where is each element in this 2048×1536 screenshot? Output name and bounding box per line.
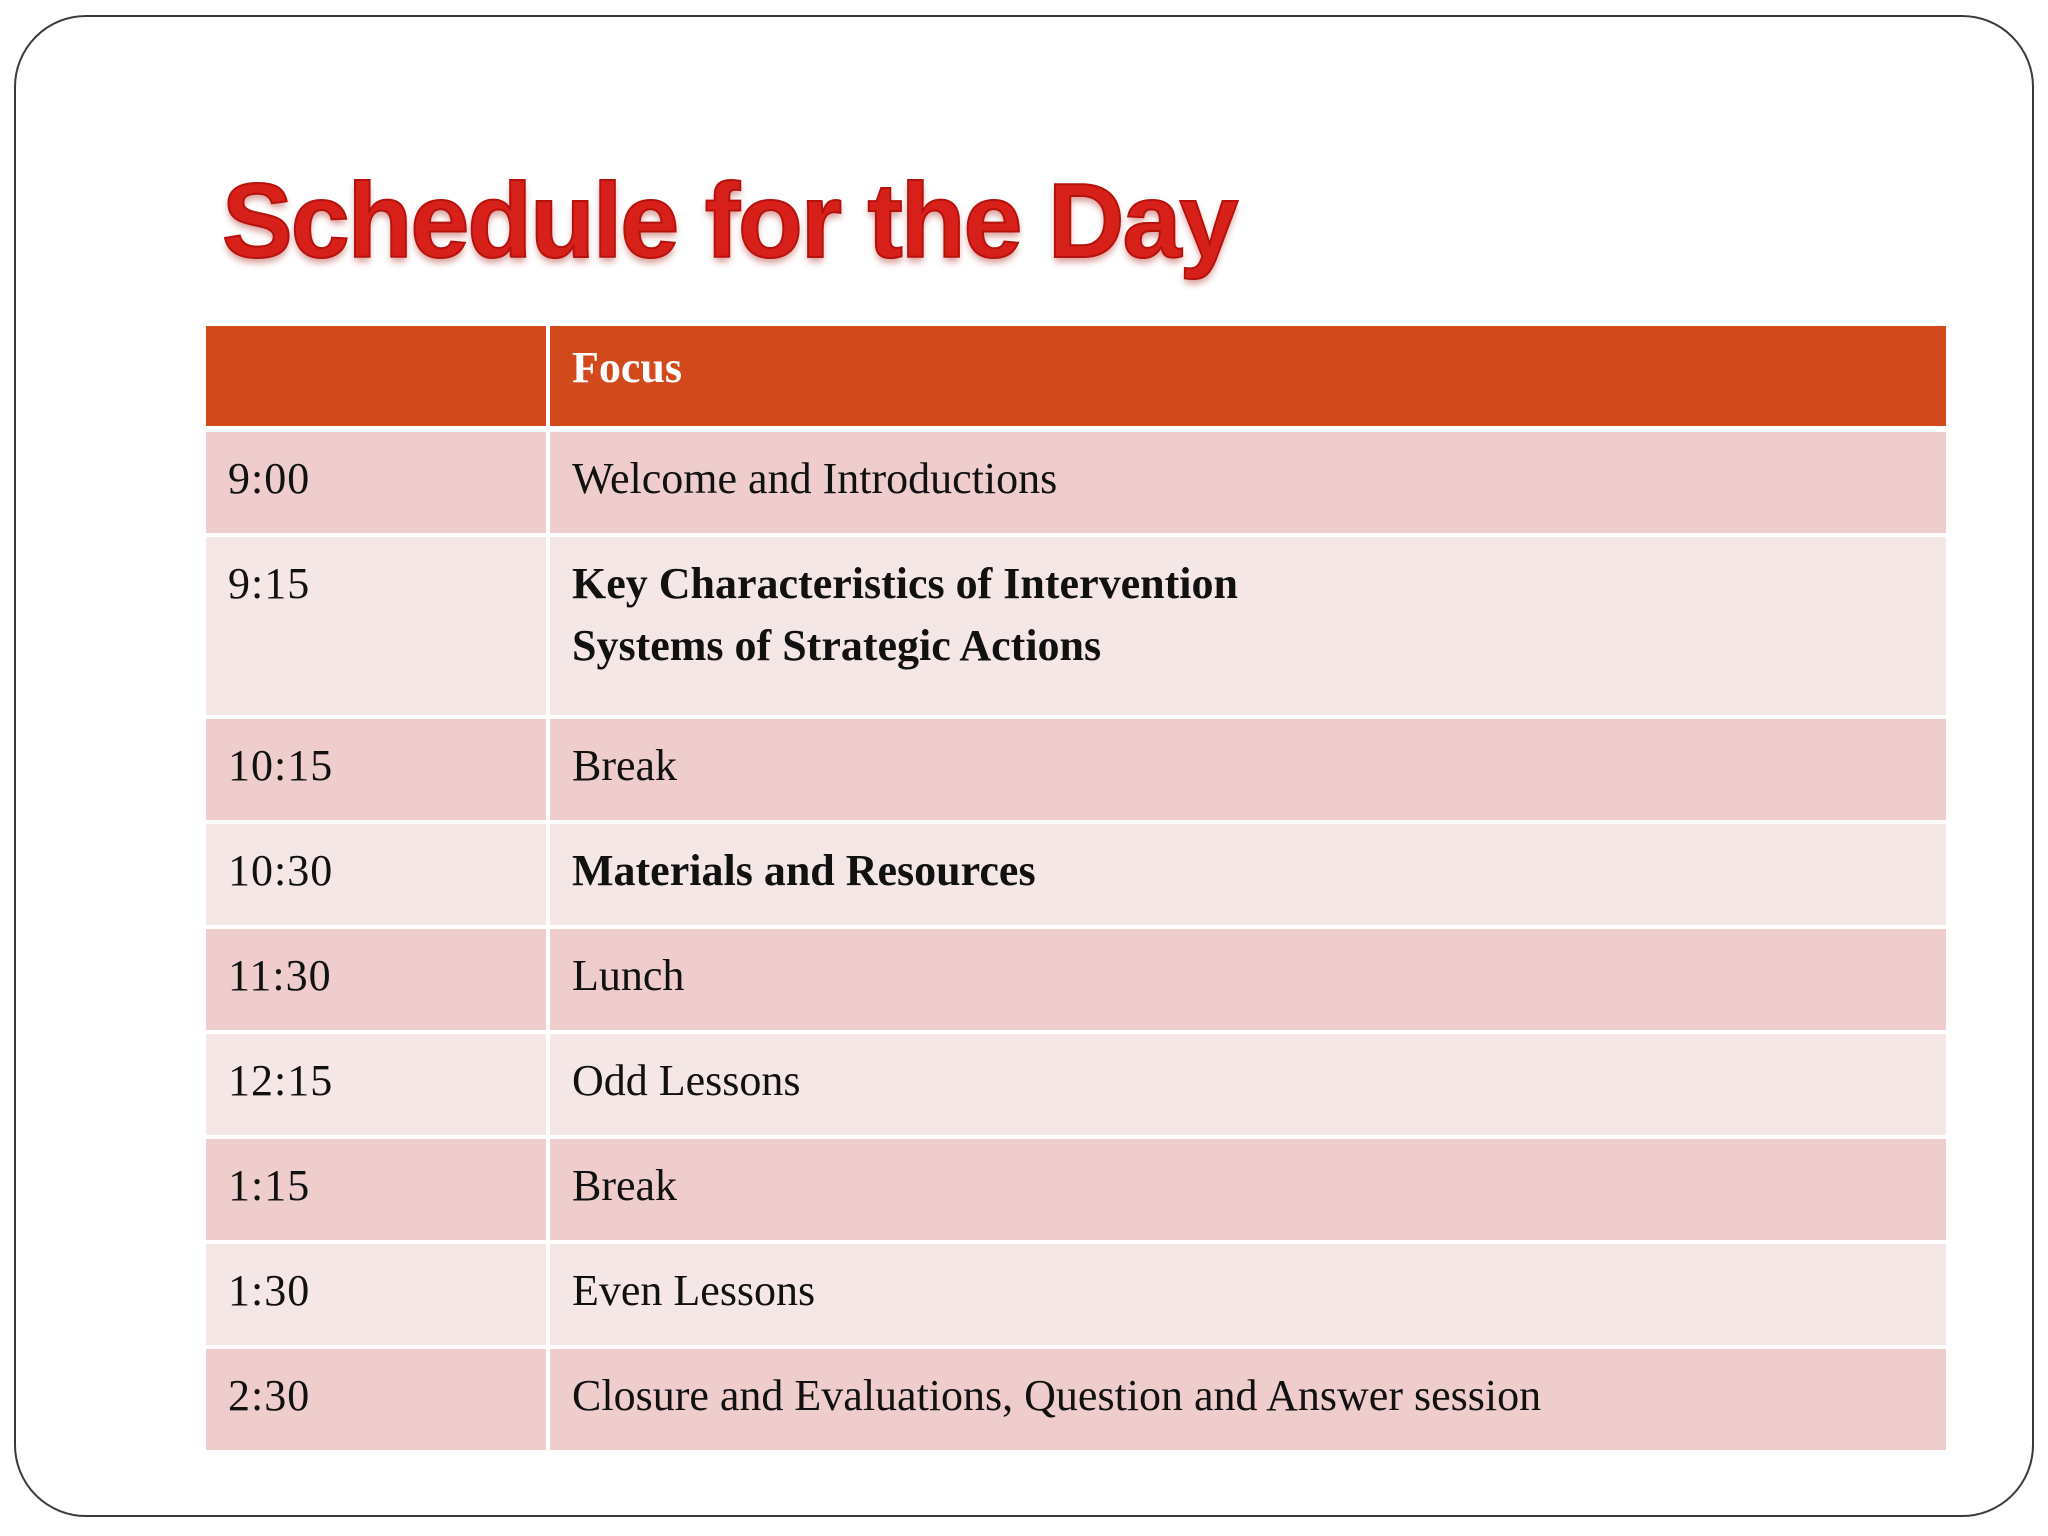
focus-text: Key Characteristics of Intervention	[572, 559, 1238, 608]
time-cell: 12:15	[206, 1034, 546, 1139]
time-cell: 9:00	[206, 432, 546, 537]
focus-text: Even Lessons	[572, 1266, 816, 1315]
focus-text: Odd Lessons	[572, 1056, 801, 1105]
focus-cell	[546, 929, 1946, 1034]
focus-cell	[546, 537, 1946, 719]
focus-cell	[546, 1244, 1946, 1349]
focus-cell	[546, 1034, 1946, 1139]
focus-text: Break	[572, 1161, 678, 1210]
table-row	[206, 1244, 1946, 1349]
focus-cell	[546, 719, 1946, 824]
time-cell: 1:15	[206, 1139, 546, 1244]
time-cell: 9:15	[206, 537, 546, 719]
schedule-table	[206, 326, 1946, 1454]
table-row	[206, 537, 1946, 719]
table-row	[206, 824, 1946, 929]
focus-cell	[546, 1349, 1946, 1454]
table-row	[206, 432, 1946, 537]
time-cell: 11:30	[206, 929, 546, 1034]
table-header-row	[206, 326, 1946, 432]
time-cell: 2:30	[206, 1349, 546, 1454]
time-cell: 10:15	[206, 719, 546, 824]
time-cell: 1:30	[206, 1244, 546, 1349]
focus-text: Materials and Resources	[572, 846, 1036, 895]
table-row	[206, 1034, 1946, 1139]
table-row	[206, 929, 1946, 1034]
focus-cell	[546, 1139, 1946, 1244]
focus-text: Break	[572, 741, 678, 790]
slide-title: Schedule for the Day	[222, 162, 1237, 280]
focus-text: Closure and Evaluations, Question and Answer session	[572, 1371, 1542, 1420]
table-row	[206, 1349, 1946, 1454]
focus-text: Systems of Strategic Actions	[572, 621, 1102, 670]
time-cell: 10:30	[206, 824, 546, 929]
table-row	[206, 1139, 1946, 1244]
focus-text: Lunch	[572, 951, 685, 1000]
header-time	[206, 326, 546, 432]
header-focus: Focus	[546, 326, 1946, 432]
focus-cell	[546, 432, 1946, 537]
table-row	[206, 719, 1946, 824]
focus-cell	[546, 824, 1946, 929]
focus-text: Welcome and Introductions	[572, 454, 1058, 503]
